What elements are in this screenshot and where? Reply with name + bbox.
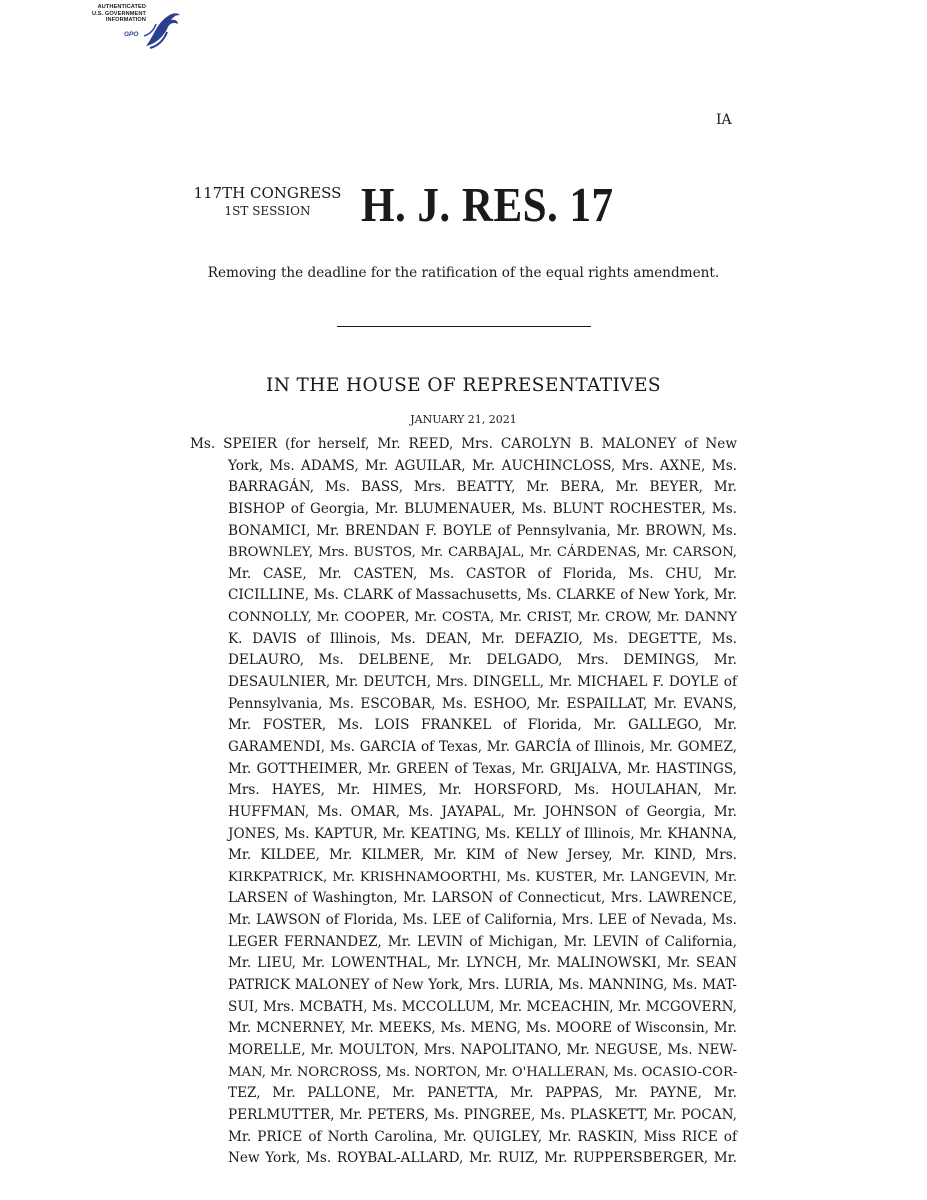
introduction-date-text: JANUARY 21, 2021	[410, 413, 517, 426]
sponsor-line: Mr. CASE, Mr. CASTEN, Ms. CASTOR of Florida, Ms. CHU, Mr.	[228, 565, 737, 582]
sponsor-line: Ms. SPEIER (for herself, Mr. REED, Mrs. CAROLYN B. MALONEY of New	[190, 436, 737, 452]
page-code: IA	[716, 112, 732, 128]
sponsor-line: DELAURO, Ms. DELBENE, Mr. DELGADO, Mrs. DEMINGS, Mr.	[228, 652, 737, 669]
congress-number: 117TH CONGRESS	[193, 184, 342, 202]
sponsor-line: LEGER FERNANDEZ, Mr. LEVIN of Michigan, Mr. LEVIN of California,	[228, 933, 737, 950]
logo-line-3: INFORMATION	[105, 17, 146, 24]
sponsor-line: BARRAGÁN, Ms. BASS, Mrs. BEATTY, Mr. BERA, Mr. BEYER, Mr.	[228, 479, 737, 496]
introduction-date	[0, 411, 927, 427]
logo-line-2: U.S. GOVERNMENT	[91, 10, 146, 17]
sponsor-line: BROWNLEY, Mrs. BUSTOS, Mr. CARBAJAL, Mr. CÁRDENAS, Mr. CARSON,	[228, 545, 737, 561]
sponsor-line: Pennsylvania, Ms. ESCOBAR, Ms. ESHOO, Mr. ESPAILLAT, Mr. EVANS,	[228, 695, 737, 712]
sponsor-line: SUI, Mrs. MCBATH, Ms. MCCOLLUM, Mr. MCEACHIN, Mr. MCGOVERN,	[228, 998, 737, 1015]
sponsor-line: Mr. KILDEE, Mr. KILMER, Mr. KIM of New Jersey, Mr. KIND, Mrs.	[228, 847, 737, 864]
sponsor-line: Mr. GOTTHEIMER, Mr. GREEN of Texas, Mr. GRIJALVA, Mr. HASTINGS,	[228, 760, 737, 777]
session-number: 1ST SESSION	[224, 204, 311, 218]
divider-rule	[337, 326, 591, 327]
sponsor-line: GARAMENDI, Ms. GARCIA of Texas, Mr. GARCÍA of Illinois, Mr. GOMEZ,	[228, 738, 737, 755]
eagle-icon	[140, 6, 182, 52]
sponsor-line: CONNOLLY, Mr. COOPER, Mr. COSTA, Mr. CRIST, Mr. CROW, Mr. DANNY	[228, 610, 737, 626]
sponsor-line: BONAMICI, Mr. BRENDAN F. BOYLE of Pennsylvania, Mr. BROWN, Ms.	[228, 522, 737, 539]
logo-gpo-mark: GPO	[124, 31, 139, 38]
sponsor-line: Mr. LAWSON of Florida, Ms. LEE of California, Mrs. LEE of Nevada, Ms.	[228, 912, 737, 929]
sponsor-line: PERLMUTTER, Mr. PETERS, Ms. PINGREE, Ms. PLASKETT, Mr. POCAN,	[228, 1106, 737, 1123]
resolution-title: H. J. RES. 17	[361, 177, 614, 232]
resolution-subtitle: Removing the deadline for the ratification of the equal rights amendment.	[207, 265, 720, 281]
sponsor-line: CICILLINE, Ms. CLARK of Massachusetts, Ms. CLARKE of New York, Mr.	[228, 587, 737, 604]
gpo-authentication-logo	[62, 4, 180, 54]
chamber-heading: IN THE HOUSE OF REPRESENTATIVES	[265, 375, 661, 396]
sponsor-line: K. DAVIS of Illinois, Ms. DEAN, Mr. DEFAZIO, Ms. DEGETTE, Ms.	[228, 630, 737, 647]
logo-line-1: AUTHENTICATED	[97, 4, 146, 10]
sponsor-line: KIRKPATRICK, Mr. KRISHNAMOORTHI, Ms. KUSTER, Mr. LANGEVIN, Mr.	[228, 869, 737, 885]
logo-text	[62, 4, 146, 24]
sponsor-line: Mrs. HAYES, Mr. HIMES, Mr. HORSFORD, Ms. HOULAHAN, Mr.	[228, 782, 737, 799]
sponsor-line: BISHOP of Georgia, Mr. BLUMENAUER, Ms. BLUNT ROCHESTER, Ms.	[228, 500, 737, 517]
sponsor-line: Mr. FOSTER, Ms. LOIS FRANKEL of Florida, Mr. GALLEGO, Mr.	[228, 717, 737, 734]
sponsor-line: MAN, Mr. NORCROSS, Ms. NORTON, Mr. O'HALLERAN, Ms. OCASIO-COR-	[228, 1064, 738, 1080]
sponsor-line: TEZ, Mr. PALLONE, Mr. PANETTA, Mr. PAPPAS, Mr. PAYNE, Mr.	[228, 1085, 737, 1102]
congress-session	[190, 184, 345, 220]
sponsor-line: Mr. MCNERNEY, Mr. MEEKS, Ms. MENG, Ms. MOORE of Wisconsin, Mr.	[228, 1020, 737, 1037]
sponsor-line: York, Ms. ADAMS, Mr. AGUILAR, Mr. AUCHINCLOSS, Mrs. AXNE, Ms.	[228, 457, 737, 474]
sponsor-line: Mr. PRICE of North Carolina, Mr. QUIGLEY, Mr. RASKIN, Miss RICE of	[228, 1128, 737, 1145]
sponsor-line: MORELLE, Mr. MOULTON, Mrs. NAPOLITANO, Mr. NEGUSE, Ms. NEW-	[228, 1041, 737, 1058]
sponsor-line: PATRICK MALONEY of New York, Mrs. LURIA, Ms. MANNING, Ms. MAT-	[228, 977, 737, 994]
sponsor-line: JONES, Ms. KAPTUR, Mr. KEATING, Ms. KELLY of Illinois, Mr. KHANNA,	[228, 825, 737, 842]
sponsor-line: DESAULNIER, Mr. DEUTCH, Mrs. DINGELL, Mr. MICHAEL F. DOYLE of	[228, 674, 737, 691]
sponsor-line: Mr. LIEU, Mr. LOWENTHAL, Mr. LYNCH, Mr. MALINOWSKI, Mr. SEAN	[228, 955, 737, 972]
sponsor-line: New York, Ms. ROYBAL-ALLARD, Mr. RUIZ, Mr. RUPPERSBERGER, Mr.	[228, 1150, 737, 1167]
sponsor-list	[190, 434, 737, 1170]
sponsor-line: HUFFMAN, Ms. OMAR, Ms. JAYAPAL, Mr. JOHNSON of Georgia, Mr.	[228, 803, 737, 820]
sponsor-line: LARSEN of Washington, Mr. LARSON of Connecticut, Mrs. LAWRENCE,	[228, 890, 737, 907]
